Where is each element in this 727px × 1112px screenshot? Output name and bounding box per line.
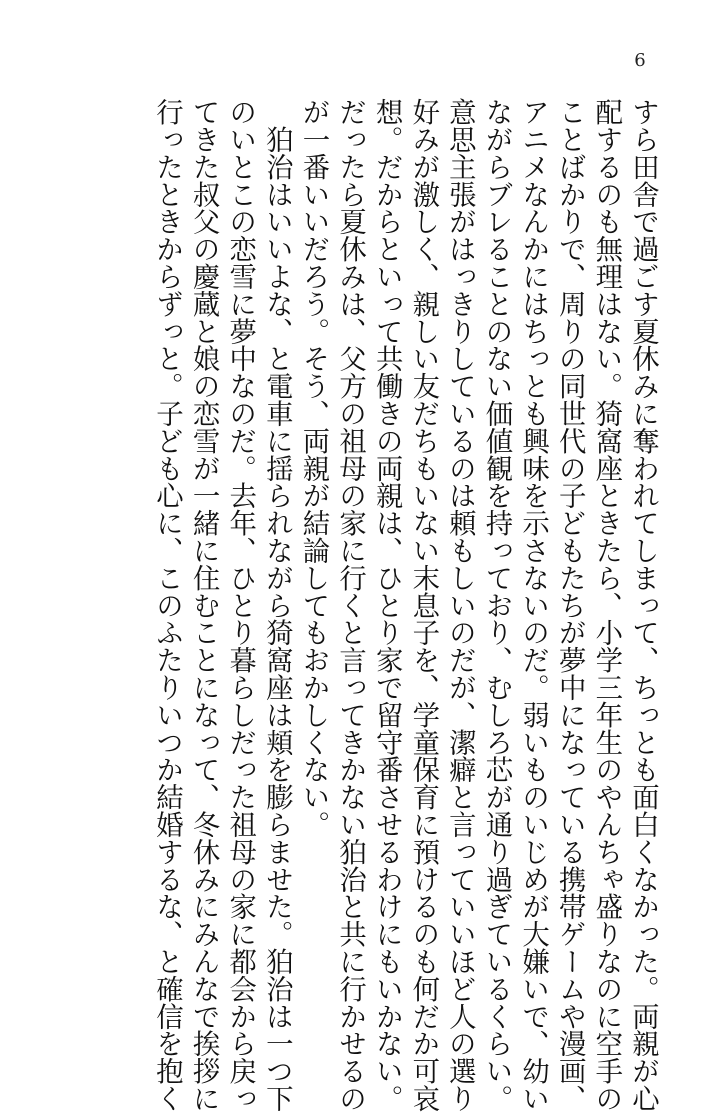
text-line-4: アニメなんかにはちっとも興味を示さないのだ。弱いものいじめが大嫌いで、幼い bbox=[517, 98, 549, 1112]
text-line-5: ながらブレることのない価値観を持っており、むしろ芯が通り過ぎているくらい。 bbox=[480, 98, 512, 1112]
text-line-2: 配するのも無理はない。猗窩座ときたら、小学三年生のやんちゃ盛りなのに空手の bbox=[590, 98, 622, 1112]
text-line-7: 好みが激しく、親しい友だちもいない末息子を、学童保育に預けるのも何だか可哀 bbox=[407, 98, 439, 1112]
text-line-1: すら田舎で過ごす夏休みに奪われてしまって、ちっとも面白くなかった。両親が心 bbox=[626, 98, 658, 1112]
text-line-3: ことばかりで、周りの同世代の子どもたちが夢中になっている携帯ゲームや漫画、 bbox=[553, 98, 585, 1112]
text-line-6: 意思主張がはっきりしているのは頼もしいのだが、潔癖と言っていいほど人の選り bbox=[443, 98, 475, 1112]
text-line-8: 想。だからといって共働きの両親は、ひとり家で留守番させるわけにもいかない。 bbox=[370, 98, 402, 1112]
text-line-11: 狛治はいいよな、と電車に揺られながら猗窩座は頬を膨らませた。狛治は一つ下 bbox=[260, 98, 292, 1112]
text-line-12: のいとこの恋雪に夢中なのだ。去年、ひとり暮らしだった祖母の家に都会から戻っ bbox=[224, 98, 256, 1112]
text-line-10: が一番いいだろう。そう、両親が結論してもおかしくない。 bbox=[297, 98, 329, 838]
page-number: 6 bbox=[634, 50, 646, 71]
vertical-text-body bbox=[151, 98, 658, 1112]
text-line-14: 行ったときからずっと。子ども心に、このふたりいつか結婚するな、と確信を抱く bbox=[151, 98, 182, 1112]
text-line-13: てきた叔父の慶蔵と娘の恋雪が一緒に住むことになって、冬休みにみんなで挨拶に bbox=[187, 98, 219, 1112]
text-line-9: だったら夏休みは、父方の祖母の家に行くと言ってきかない狛治と共に行かせるの bbox=[334, 98, 366, 1112]
